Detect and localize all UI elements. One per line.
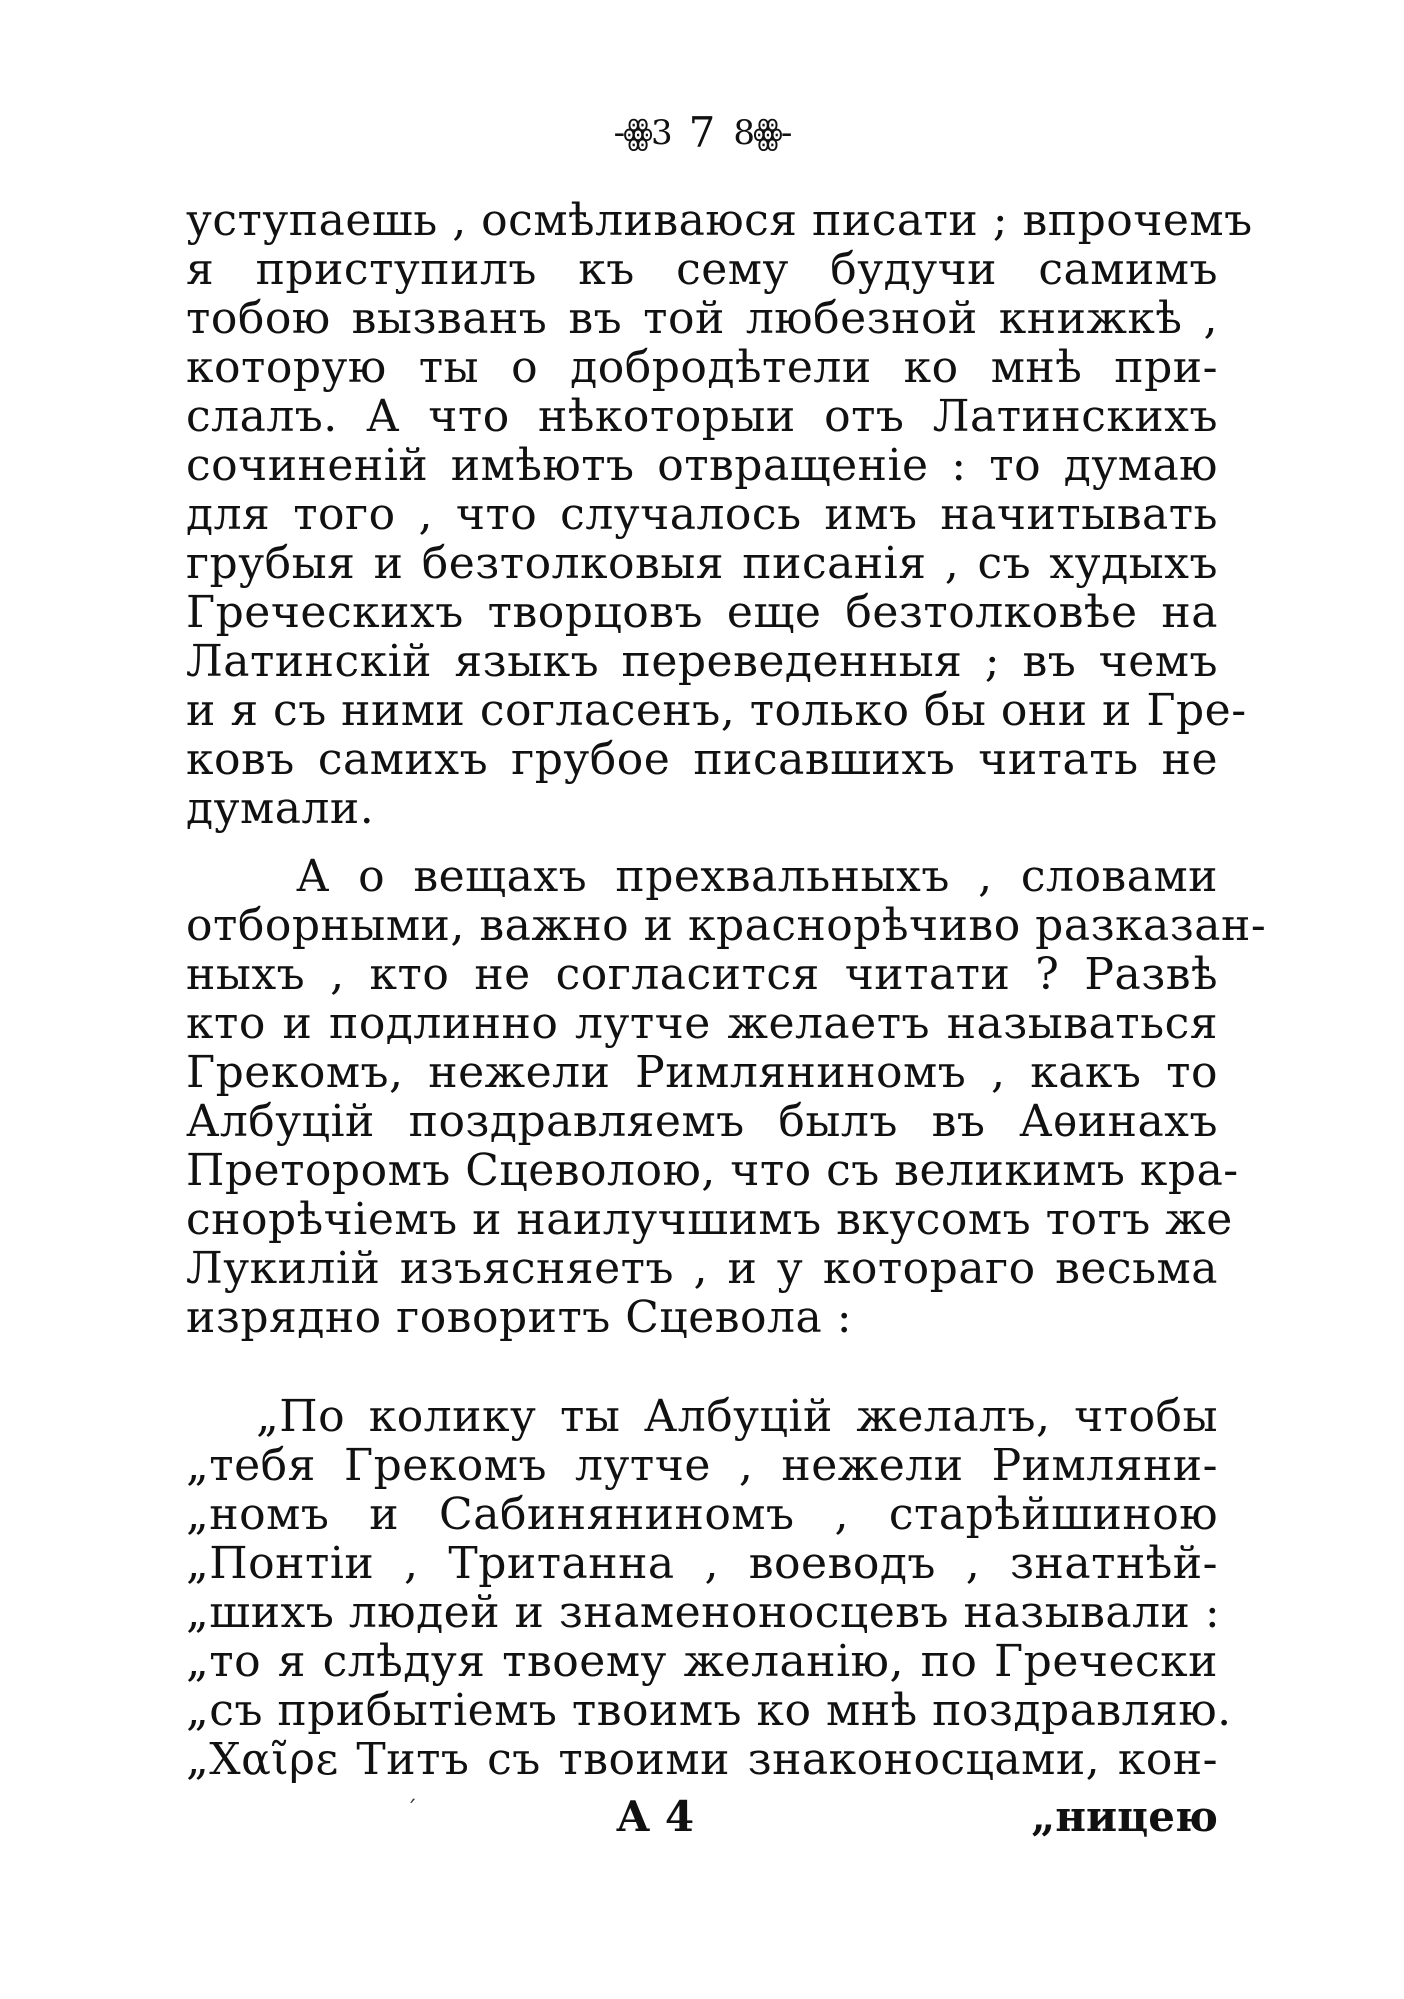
quote-line: „тебя Грекомъ лутче , нежели Римляни- xyxy=(186,1440,1218,1491)
text-line: изрядно говоритъ Сцевола : xyxy=(186,1292,853,1343)
page-header xyxy=(0,108,1404,158)
text-line: уступаешь , осмѣливаюся писати ; впрочемъ xyxy=(186,195,1253,246)
quote-line: „съ прибытіемъ твоимъ ко мнѣ поздравляю. xyxy=(186,1685,1232,1736)
text-line: грубыя и безтолковыя писанія , съ худыхъ xyxy=(186,538,1218,589)
text-line: я приступилъ къ сему будучи самимъ xyxy=(186,244,1218,295)
quote-line: „то я слѣдуя твоему желанію, по Гречески xyxy=(186,1636,1218,1687)
right-ornament-icon: 8ꙮ- xyxy=(733,113,791,153)
quotation-paragraph xyxy=(186,1391,1232,1785)
text-line: слалъ. А что нѣкоторыи отъ Латинскихъ xyxy=(186,391,1218,442)
quote-line: „шихъ людей и знаменоносцевъ называли : xyxy=(186,1587,1221,1638)
text-line: Преторомъ Сцеволою, что съ великимъ кра- xyxy=(186,1145,1239,1196)
text-line: и я съ ними согласенъ, только бы они и Гре- xyxy=(186,685,1247,736)
catchword: „ницею xyxy=(1031,1792,1218,1841)
signature-mark: А 4 xyxy=(616,1792,695,1841)
left-ornament-icon: -ꙮ3 xyxy=(613,113,671,153)
text-line: для того , что случалось имъ начитывать xyxy=(186,489,1218,540)
text-line: тобою вызванъ въ той любезной книжкѣ , xyxy=(186,293,1218,344)
page-footer xyxy=(186,1792,1218,1842)
print-speck: ˊ xyxy=(406,1798,417,1823)
quote-line: „Χαῖρε Титъ съ твоими знаконосцами, кон- xyxy=(186,1734,1218,1785)
quote-line: „По колику ты Албуцій желалъ, чтобы xyxy=(256,1391,1218,1442)
text-line: кто и подлинно лутче желаетъ называться xyxy=(186,998,1218,1049)
text-line: Грекомъ, нежели Римляниномъ , какъ то xyxy=(186,1047,1218,1098)
page-number: 7 xyxy=(688,108,716,157)
paragraph-1 xyxy=(186,195,1253,834)
text-line: Албуцій поздравляемъ былъ въ Аѳинахъ xyxy=(186,1096,1218,1147)
text-line: отборными, важно и краснорѣчиво разказан- xyxy=(186,900,1267,951)
text-line: Латинскій языкъ переведенныя ; въ чемъ xyxy=(186,636,1218,687)
text-line: думали. xyxy=(186,783,375,834)
paragraph-2 xyxy=(186,851,1267,1343)
text-line: Греческихъ творцовъ еще безтолковѣе на xyxy=(186,587,1218,638)
text-line: сочиненій имѣютъ отвращеніе : то думаю xyxy=(186,440,1218,491)
text-line: которую ты о добродѣтели ко мнѣ при- xyxy=(186,342,1218,393)
text-line: ныхъ , кто не согласится читати ? Развѣ xyxy=(186,949,1218,1000)
text-line: Лукилій изъясняетъ , и у котораго весьма xyxy=(186,1243,1218,1294)
text-line: снорѣчіемъ и наилучшимъ вкусомъ тотъ же xyxy=(186,1194,1233,1245)
text-line: А о вещахъ прехвальныхъ , словами xyxy=(296,851,1218,902)
quote-line: „номъ и Сабиняниномъ , старѣйшиною xyxy=(186,1489,1218,1540)
quote-line: „Понтіи , Тританна , воеводъ , знатнѣй- xyxy=(186,1538,1218,1589)
text-line: ковъ самихъ грубое писавшихъ читать не xyxy=(186,734,1218,785)
